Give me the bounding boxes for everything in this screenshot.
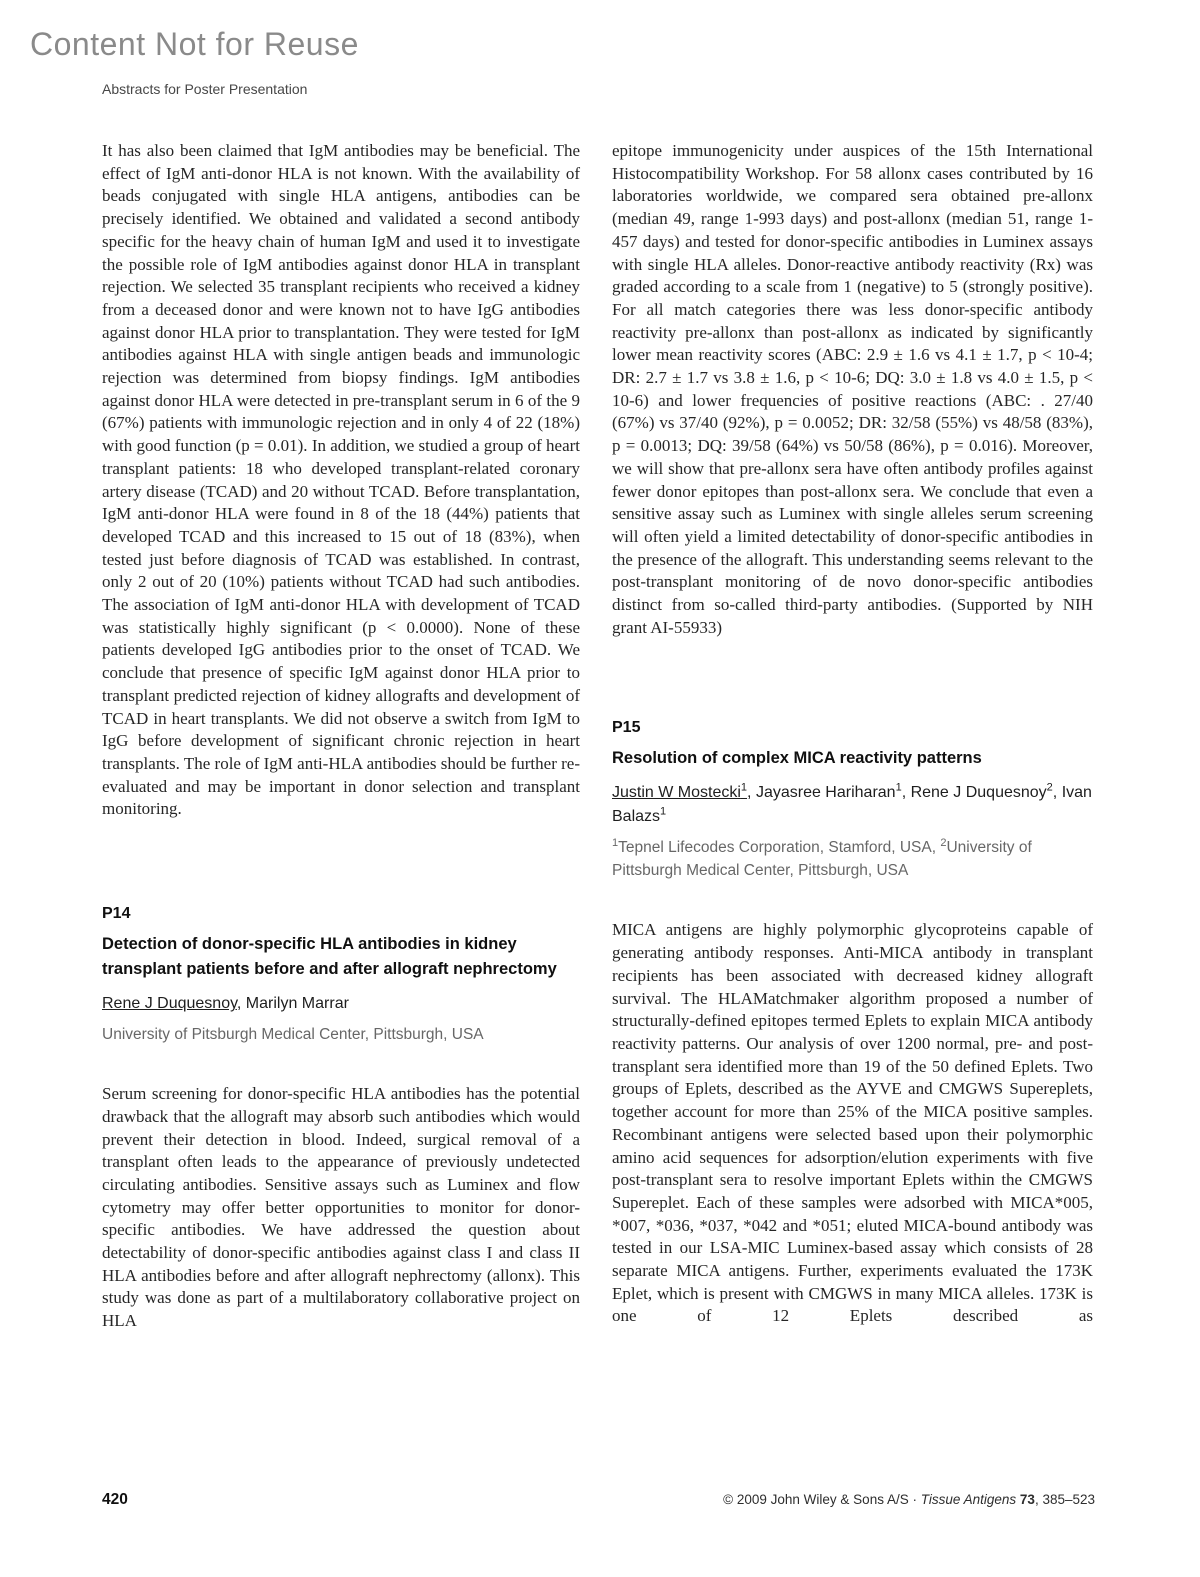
abstract-p15-section (612, 719, 1093, 1328)
copyright-line (723, 1492, 1095, 1507)
author-name: Jayasree Hariharan (755, 784, 896, 802)
abstract-p14-continuation: epitope immunogenicity under auspices of the 15th International Histocompatibility Workshop. For 58 allonx cases contributed by 16 laboratories worldwide, we compared sera obtained pre-allonx (median 49, range 1-993 days) and post-allonx (median 51, range 1-457 days) and tested for donor-specific antibodies in Luminex assays with single HLA alleles. Donor-reactive antibody reactivity (Rx) was graded according to a scale from 1 (negative) to 5 (strongly positive). For all match categories there was less donor-specific antibody reactivity pre-allonx than post-allonx as indicated by significantly lower mean reactivity scores (ABC: 2.9 ± 1.6 vs 4.1 ± 1.7, p < 10-4; DR: 2.7 ± 1.7 vs 3.8 ± 1.6, p < 10-6; DQ: 3.0 ± 1.8 vs 4.0 ± 1.5, p < 10-6) and lower frequencies of positive reactions (ABC: . 27/40 (67%) vs 37/40 (92%), p = 0.0052; DR: 32/58 (55%) vs 48/58 (83%), p = 0.0013; DQ: 39/58 (64%) vs 50/58 (86%), p = 0.016). Moreover, we will show that pre-allonx sera have often antibody profiles against fewer donor epitopes than post-allonx sera. We conclude that even a sensitive assay such as Luminex with single alleles serum screening will often yield a limited detectability of donor-specific antibodies in the presence of the allograft. This understanding seems relevant to the post-transplant monitoring of de novo donor-specific antibodies distinct from so-called third-party antibodies. (Supported by NIH grant AI-55933) (612, 141, 1093, 637)
abstract-title-p14: Detection of donor-specific HLA antibodies in kidney transplant patients before and after allograft nephrectomy (102, 935, 557, 979)
author-superscript: 1 (660, 806, 667, 819)
running-head: Abstracts for Poster Presentation (102, 81, 308, 97)
abstract-body-p15: MICA antigens are highly polymorphic glycoproteins capable of generating antibody responses. Anti-MICA antibody in transplant recipients has been associated with decreased kidney allograft survival. The HLAMatchmaker algorithm proposed a number of structurally-defined epitopes termed Eplets to explain MICA antibody reactivity patterns. Our analysis of over 1200 normal, pre- and post-transplant sera identified more than 19 of the 50 defined Eplets. Two groups of Eplets, described as the AYVE and CMGWS Supereplets, together account for more than 25% of the MICA positive samples. Recombinant antigens were selected based upon their polymorphic amino acid sequences for adsorption/elution experiments with five post-transplant sera to resolve important Eplets within the CMGWS Supereplet. Each of these samples were adsorbed with MICA*005, *007, *036, *037, *042 and *051; eluted MICA-bound antibody was tested in our LSA-MIC Luminex-based assay which consists of 28 separate MICA antigens. Further, experiments evaluated the 173K Eplet, which is present with CMGWS in many MICA alleles. 173K is one of 12 Eplets described as (612, 920, 1093, 1326)
abstract-affiliation-p15 (612, 836, 1093, 882)
author-underlined: Rene J Duquesnoy (102, 995, 237, 1013)
copyright-prefix: © 2009 John Wiley & Sons A/S · (723, 1492, 921, 1507)
author-separator: , (901, 784, 911, 802)
page-range: , 385–523 (1034, 1492, 1095, 1507)
author-separator: , (747, 784, 756, 802)
author-superscript: 1 (895, 782, 902, 795)
abstract-affiliation-p14: University of Pitsburgh Medical Center, Pittsburgh, USA (102, 1026, 484, 1044)
page-footer (102, 1491, 1095, 1509)
author-superscript: 1 (740, 782, 748, 795)
affiliation-text: University of Pittsburgh Medical Center, Pittsburgh, USA (612, 839, 1032, 880)
journal-name: Tissue Antigens (920, 1492, 1020, 1507)
author-name: Rene J Duquesnoy (910, 784, 1047, 802)
author-name: Ivan Balazs (612, 784, 1092, 826)
author-superscript: 2 (1046, 782, 1053, 795)
authors-rest: , Marilyn Marrar (236, 995, 349, 1013)
affiliation-superscript: 2 (940, 837, 947, 850)
abstract-id-p14: P14 (102, 905, 131, 923)
abstract-title-p15: Resolution of complex MICA reactivity patterns (612, 749, 982, 768)
abstract-continued-paragraph: It has also been claimed that IgM antibodies may be beneficial. The effect of IgM anti-donor HLA is not known. With the availability of beads conjugated with single HLA antigens, antibodies can be precisely identified. We obtained and validated a second antibody specific for the heavy chain of human IgM and used it to investigate the possible role of IgM antibodies against donor HLA in transplant rejection. We selected 35 transplant recipients who received a kidney from a deceased donor and were known not to have IgG antibodies against donor HLA prior to transplantation. They were tested for IgM antibodies against HLA with single antigen beads and immunologic rejection was determined from biopsy findings. IgM antibodies against donor HLA were detected in pre-transplant serum in 6 of the 9 (67%) patients with immunologic rejection and in only 4 of 22 (18%) with good function (p = 0.01). In addition, we studied a group of heart transplant patients: 18 who developed transplant-related coronary artery disease (TCAD) and 20 without TCAD. Before transplantation, IgM anti-donor HLA were found in 8 of the 18 (44%) patients that developed TCAD and this increased to 15 out of 18 (83%), when tested just before diagnosis of TCAD was established. In contrast, only 2 out of 20 (10%) patients without TCAD had such antibodies. The association of IgM anti-donor HLA with development of TCAD was statistically highly significant (p < 0.0000). None of these patients developed IgG antibodies prior to the onset of TCAD. We conclude that presence of specific IgM against donor HLA prior to transplant predicted rejection of kidney allografts and development of TCAD in heart transplants. We did not observe a switch from IgM to IgG before development of significant chronic rejection in heart transplants. The role of IgM anti-HLA antibodies should be further re-evaluated and may be important in donor selection and transplant monitoring. (102, 141, 580, 819)
author-name: Justin W Mostecki (612, 784, 741, 802)
author-separator: , (1052, 784, 1062, 802)
abstract-authors-p15 (612, 781, 1093, 829)
watermark-text: Content Not for Reuse (30, 26, 359, 62)
abstract-id-p15: P15 (612, 719, 641, 737)
affiliation-superscript: 1 (612, 837, 619, 850)
page-number: 420 (102, 1491, 128, 1508)
abstract-authors-p14 (102, 992, 580, 1016)
affiliation-text: Tepnel Lifecodes Corporation, Stamford, USA, (618, 839, 941, 857)
volume-number: 73 (1019, 1492, 1035, 1507)
left-column (102, 140, 580, 1333)
abstract-body-p14: Serum screening for donor-specific HLA antibodies has the potential drawback that the allograft may absorb such antibodies which would prevent their detection in blood. Indeed, surgical removal of a transplant often leads to the appearance of previously undetected circulating antibodies. Sensitive assays such as Luminex and flow cytometry may offer better opportunities to monitor for donor-specific antibodies. We have addressed the question about detectability of donor-specific antibodies against class I and class II HLA antibodies before and after allograft nephrectomy (allonx). This study was done as part of a multilaboratory collaborative project on HLA (102, 1084, 580, 1331)
author-underlined (612, 784, 747, 801)
right-column (612, 140, 1093, 1328)
abstract-p14-section (102, 905, 580, 1333)
